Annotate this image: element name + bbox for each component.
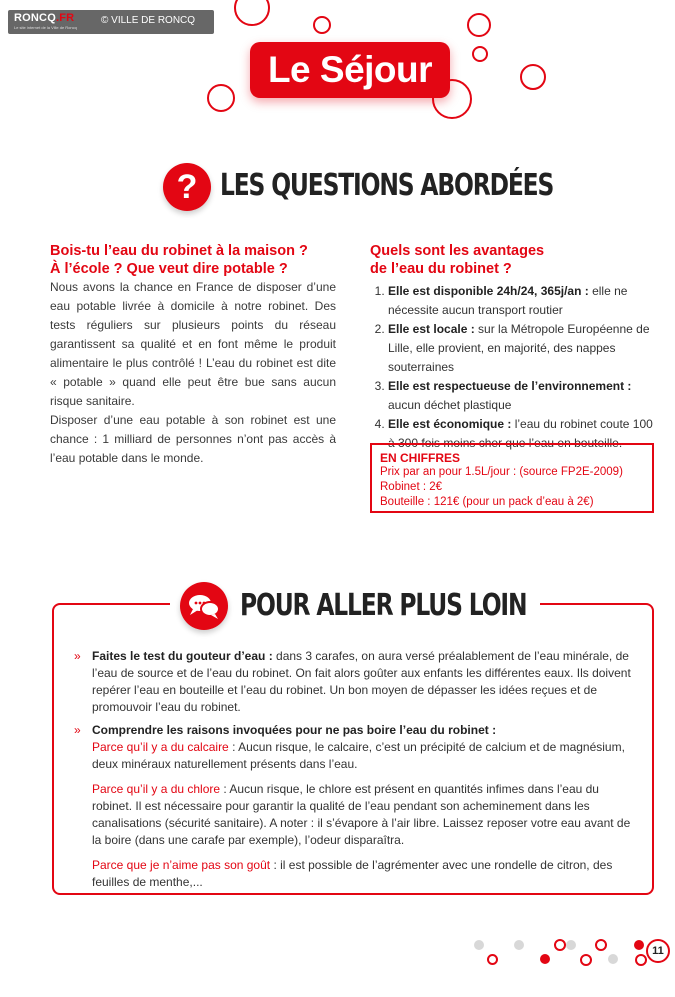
right-heading-line2: de l’eau du robinet ?: [370, 261, 512, 277]
copyright-text: © VILLE DE RONCQ: [101, 15, 196, 26]
decor-dot: [566, 940, 576, 950]
left-heading-line1: Bois-tu l’eau du robinet à la maison ?: [50, 243, 308, 259]
reason-paragraph: Parce qu’il y a du chlore : Aucun risque, le chlore est présent en quantités infimes dans l’eau du robinet. Il est nécessaire pour garantir la qualité de l’eau pendant son acheminement dans les canalisations (sécurité sanitaire). A noter : il s’évapore à l’air libre. Laissez reposer votre eau avant de la boire (dans une carafe par exemple), l’odeur disparaîtra.: [92, 782, 631, 847]
figures-title: EN CHIFFRES: [380, 451, 461, 465]
advantages-list: [370, 282, 658, 453]
roncq-logo: RONCQ.FR: [14, 12, 75, 24]
decor-circle: [595, 939, 607, 951]
figures-line: Robinet : 2€: [380, 481, 443, 493]
right-column: [370, 242, 658, 453]
figures-box: [370, 443, 654, 513]
decor-circle: [207, 84, 235, 112]
decor-circle: [635, 954, 647, 966]
page-title: Le Séjour: [250, 42, 450, 98]
decor-circle: [467, 13, 491, 37]
list-item: 3. Elle est respectueuse de l’environnement : aucun déchet plastique: [388, 377, 658, 415]
decor-circle: [520, 64, 546, 90]
further-list: [74, 648, 634, 891]
list-item: 2. Elle est locale : sur la Métropole Européenne de Lille, elle provient, en majorité, des nappes souterraines: [388, 320, 658, 377]
figures-line: Prix par an pour 1.5L/jour : (source FP2E-2009): [380, 466, 623, 478]
reason-paragraph: Parce qu’il y a du calcaire : Aucun risque, le calcaire, c’est un précipité de calcium et de magnésium, deux minéraux naturellement présents dans l’eau.: [92, 740, 625, 771]
decor-dot: [514, 940, 524, 950]
decor-dot: [634, 940, 644, 950]
bullet-chevron-icon: »: [74, 723, 81, 737]
decor-circle: [554, 939, 566, 951]
right-heading-line1: Quels sont les avantages: [370, 243, 545, 259]
logo-tagline: Le site internet de la Ville de Roncq: [14, 25, 77, 30]
list-item: » Faites le test du gouteur d’eau : dans 3 carafes, on aura versé préalablement de l’eau minérale, de l’eau de source et de l’eau du robinet. On fait alors goûter aux enfants les différentes eaux. Ils doivent repérer l’eau en bouteille et l’eau du robinet. Un bon moyen de dépasser les idées reçues et de promouvoir l’eau du robinet.: [74, 649, 631, 714]
speech-bubbles-icon: [180, 582, 228, 630]
bullet-chevron-icon: »: [74, 649, 81, 663]
left-column: [50, 242, 336, 468]
left-paragraph-1: Nous avons la chance en France de disposer d’une eau potable livrée à domicile à notre robinet. Des tests réguliers sur plusieurs points du réseau garantissent sa qualité et en font même le produit alimentaire le plus contrôlé ! L’eau du robinet est dite « potable » quand elle peut être bue sans aucun risque sanitaire.: [50, 280, 336, 408]
section-heading-further: POUR ALLER PLUS LOIN: [240, 588, 527, 623]
list-item: » Comprendre les raisons invoquées pour ne pas boire l’eau du robinet :: [74, 723, 497, 737]
figures-line: Bouteille : 121€ (pour un pack d’eau à 2€): [380, 496, 594, 508]
decor-circle: [472, 46, 488, 62]
decor-circle: [234, 0, 270, 26]
list-item: 4. Elle est économique : l’eau du robinet coute 100 à 300 fois moins cher que l’eau en bouteille.: [388, 415, 658, 453]
left-paragraph-2: Disposer d’une eau potable à son robinet est une chance : 1 milliard de personnes n’ont pas accès à l’eau potable dans le monde.: [50, 413, 336, 465]
reason-paragraph: Parce que je n’aime pas son goût : il est possible de l’agrémenter avec une rondelle de citron, des feuilles de menthe,...: [92, 858, 613, 889]
decor-dot: [608, 954, 618, 964]
decor-dot: [540, 954, 550, 964]
question-icon: ?: [163, 163, 211, 211]
page-number: 11: [646, 939, 670, 963]
section-heading-questions: LES QUESTIONS ABORDÉES: [220, 168, 554, 203]
decor-circle: [580, 954, 592, 966]
decor-dot: [474, 940, 484, 950]
decor-circle: [313, 16, 331, 34]
left-heading-line2: À l’école ? Que veut dire potable ?: [50, 261, 288, 277]
list-item: 1. Elle est disponible 24h/24, 365j/an : elle ne nécessite aucun transport routier: [388, 282, 658, 320]
decor-circle: [487, 954, 498, 965]
